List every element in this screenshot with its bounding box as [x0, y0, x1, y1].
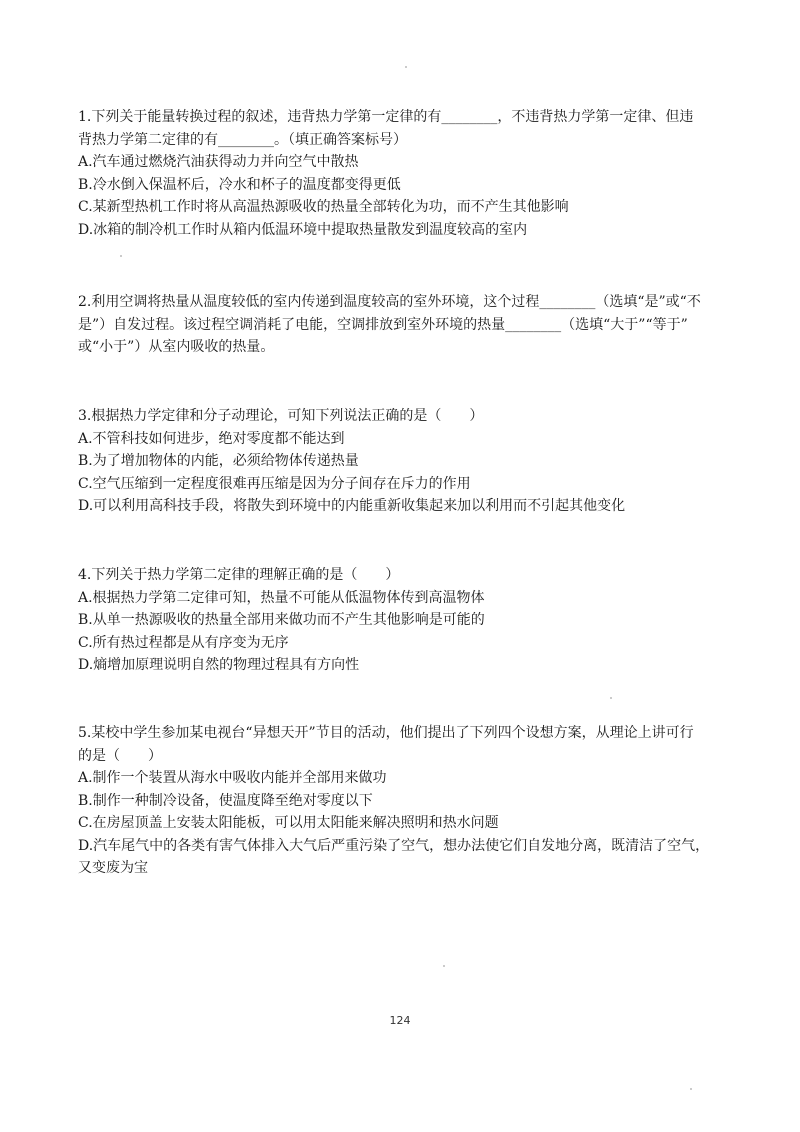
option-c: C.某新型热机工作时将从高温热源吸收的热量全部转化为功，而不产生其他影响 [78, 199, 569, 215]
option-b: B.从单一热源吸收的热量全部用来做功而不产生其他影响是可能的 [78, 612, 485, 628]
question-2-line: 是”）自发过程。该过程空调消耗了电能，空调排放到室外环境的热量________（选填“大于”“等于” [78, 316, 688, 333]
option-d: D.可以利用高科技手段，将散失到环境中的内能重新收集起来加以利用而不引起其他变化 [78, 498, 626, 514]
option-c: C.所有热过程都是从有序变为无序 [78, 634, 289, 651]
question-2-line: 或“小于”）从室内吸收的热量。 [78, 339, 275, 355]
scan-speck [405, 66, 407, 68]
option-d-continued: 又变废为宝 [78, 860, 148, 876]
scan-speck [610, 697, 612, 699]
option-d: D.熵增加原理说明自然的物理过程具有方向性 [78, 657, 360, 673]
question-5-line: 5.某校中学生参加某电视台“异想天开”节目的活动，他们提出了下列四个设想方案，从理论上讲可行 [78, 725, 694, 741]
question-1-line: 背热力学第二定律的有________。（填正确答案标号） [78, 131, 407, 148]
page-number: 124 [389, 1014, 411, 1027]
option-c: C.在房屋顶盖上安装太阳能板，可以用太阳能来解决照明和热水问题 [78, 815, 499, 831]
question-2-line: 2.利用空调将热量从温度较低的室内传递到温度较高的室外环境，这个过程________（选填“是”或“不 [78, 294, 701, 310]
option-b: B.冷水倒入保温杯后，冷水和杯子的温度都变得更低 [78, 176, 401, 193]
option-b: B.制作一种制冷设备，使温度降至绝对零度以下 [78, 792, 373, 809]
question-4-line: 4.下列关于热力学第二定律的理解正确的是（ ） [78, 567, 400, 583]
question-5-line: 的是（ ） [78, 747, 162, 764]
question-3 [78, 405, 718, 518]
option-a: A.汽车通过燃烧汽油获得动力并向空气中散热 [78, 154, 359, 170]
option-d: D.汽车尾气中的各类有害气体排入大气后严重污染了空气，想办法使它们自发地分离，既清洁了空气， [78, 837, 710, 854]
question-1 [78, 106, 718, 241]
scan-speck [120, 255, 122, 257]
option-a: A.根据热力学第二定律可知，热量不可能从低温物体传到高温物体 [78, 589, 485, 606]
scan-speck [443, 965, 445, 967]
option-c: C.空气压缩到一定程度很难再压缩是因为分子间存在斥力的作用 [78, 475, 471, 492]
question-2 [78, 291, 718, 359]
question-1-line: 1.下列关于能量转换过程的叙述，违背热力学第一定律的有________，不违背热力学第一定律、但违 [78, 109, 694, 125]
option-d: D.冰箱的制冷机工作时从箱内低温环境中提取热量散发到温度较高的室内 [78, 221, 528, 238]
option-a: A.不管科技如何进步，绝对零度都不能达到 [78, 430, 345, 447]
option-b: B.为了增加物体的内能，必须给物体传递热量 [78, 453, 359, 469]
question-3-line: 3.根据热力学定律和分子动理论，可知下列说法正确的是（ ） [78, 408, 484, 424]
question-4 [78, 564, 718, 677]
scan-speck [690, 1088, 692, 1090]
question-5 [78, 722, 718, 880]
option-a: A.制作一个装置从海水中吸收内能并全部用来做功 [78, 770, 387, 786]
